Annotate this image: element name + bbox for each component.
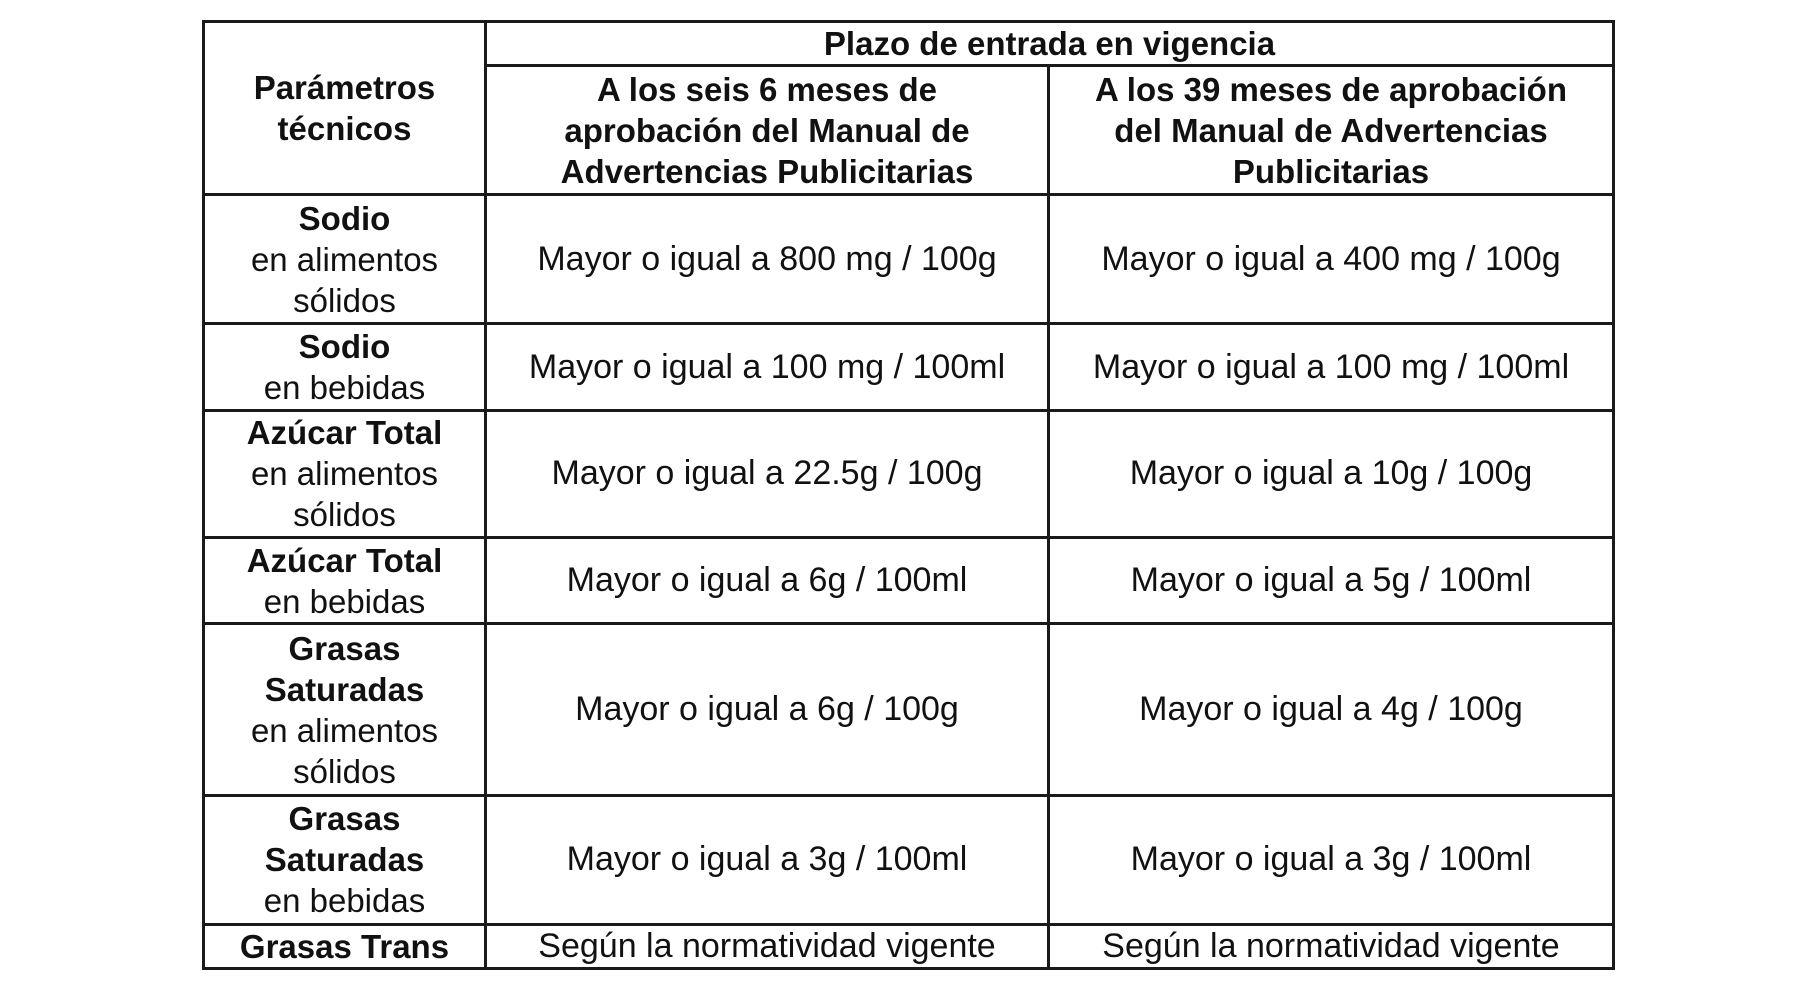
param-cell — [204, 537, 486, 624]
table-row — [204, 195, 1614, 324]
value-cell-6-months: Según la normatividad vigente — [486, 924, 1049, 968]
param-cell — [204, 795, 486, 924]
param-cell — [204, 195, 486, 324]
param-name: Grasas — [288, 629, 401, 667]
group-title-text: Plazo de entrada en vigencia — [823, 25, 1276, 63]
param-name: Sodio — [298, 199, 391, 237]
param-cell — [204, 924, 486, 968]
param-name: Grasas — [288, 800, 401, 838]
param-name: Saturadas — [264, 841, 425, 879]
table-row — [204, 410, 1614, 537]
value-cell-39-months: Mayor o igual a 4g / 100g — [1049, 624, 1614, 795]
param-qualifier: en bebidas — [263, 582, 426, 620]
param-qualifier: en bebidas — [263, 882, 426, 920]
header-param-line: Parámetros — [253, 69, 436, 107]
value-cell-39-months: Mayor o igual a 400 mg / 100g — [1049, 195, 1614, 324]
value-cell-6-months: Mayor o igual a 3g / 100ml — [486, 795, 1049, 924]
header-col-39-months — [1049, 66, 1614, 195]
header-row-top — [204, 22, 1614, 66]
regulation-table-container — [202, 20, 1612, 970]
table-row — [204, 537, 1614, 624]
value-cell-6-months: Mayor o igual a 22.5g / 100g — [486, 410, 1049, 537]
param-cell — [204, 324, 486, 411]
value-cell-6-months: Mayor o igual a 6g / 100ml — [486, 537, 1049, 624]
param-qualifier: en alimentos — [250, 711, 439, 749]
param-name: Azúcar Total — [246, 414, 443, 452]
value-cell-6-months: Mayor o igual a 800 mg / 100g — [486, 195, 1049, 324]
value-cell-6-months: Mayor o igual a 100 mg / 100ml — [486, 324, 1049, 411]
value-cell-39-months: Mayor o igual a 100 mg / 100ml — [1049, 324, 1614, 411]
header-col1-line: A los seis 6 meses de — [597, 70, 937, 108]
table-row — [204, 624, 1614, 795]
regulation-table — [202, 20, 1615, 970]
value-cell-39-months: Mayor o igual a 10g / 100g — [1049, 410, 1614, 537]
param-name: Azúcar Total — [246, 541, 443, 579]
header-col-6-months — [486, 66, 1049, 195]
param-cell — [204, 410, 486, 537]
param-name: Sodio — [298, 328, 391, 366]
param-name: Grasas Trans — [239, 927, 450, 965]
table-row — [204, 324, 1614, 411]
header-col1-line: aprobación del Manual de — [564, 111, 970, 149]
param-qualifier: en alimentos — [250, 240, 439, 278]
param-cell — [204, 624, 486, 795]
value-cell-39-months: Según la normatividad vigente — [1049, 924, 1614, 968]
header-param-cell — [204, 22, 486, 195]
header-col2-line: A los 39 meses de aprobación — [1095, 70, 1567, 108]
header-col1-line: Advertencias Publicitarias — [560, 152, 974, 190]
value-cell-39-months: Mayor o igual a 5g / 100ml — [1049, 537, 1614, 624]
param-qualifier: en bebidas — [263, 369, 426, 407]
param-qualifier: sólidos — [293, 496, 396, 534]
param-name: Saturadas — [264, 670, 425, 708]
table-row — [204, 924, 1614, 968]
param-qualifier: sólidos — [293, 281, 396, 319]
header-col2-line: del Manual de Advertencias — [1114, 111, 1548, 149]
param-qualifier: sólidos — [293, 752, 396, 790]
header-group-title — [486, 22, 1614, 66]
header-col2-line: Publicitarias — [1232, 152, 1430, 190]
value-cell-39-months: Mayor o igual a 3g / 100ml — [1049, 795, 1614, 924]
param-qualifier: en alimentos — [250, 455, 439, 493]
table-row — [204, 795, 1614, 924]
value-cell-6-months: Mayor o igual a 6g / 100g — [486, 624, 1049, 795]
header-param-line: técnicos — [277, 110, 412, 148]
